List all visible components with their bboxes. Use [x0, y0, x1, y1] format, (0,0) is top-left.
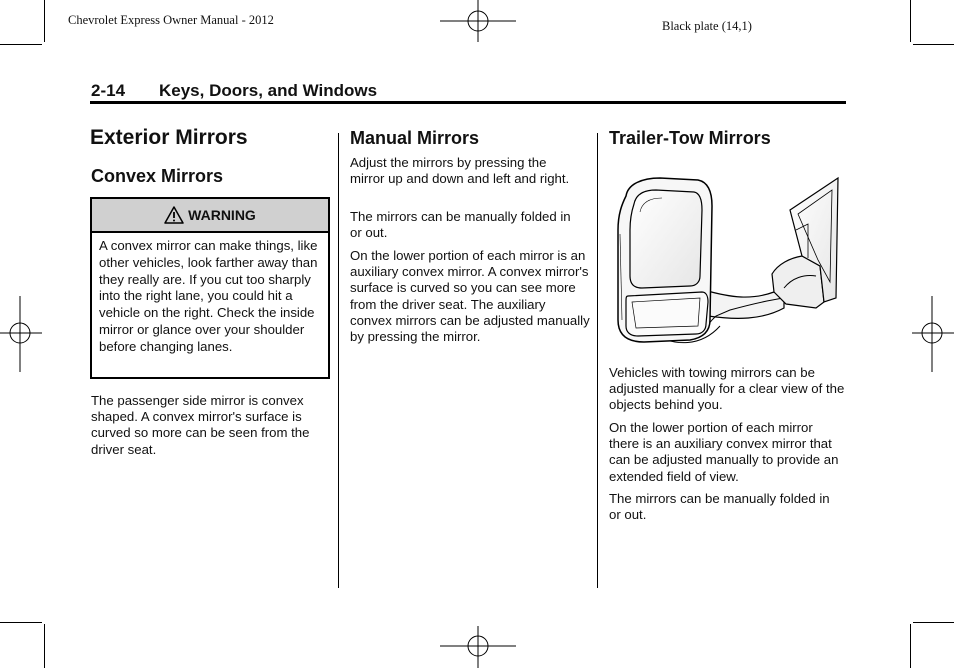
- trailer-tow-paragraph-3: The mirrors can be manually folded in or out.: [609, 491, 830, 523]
- convex-mirror-paragraph: The passenger side mirror is convex shaped. A convex mirror's surface is curved so more can be seen from the driver seat.: [91, 393, 310, 457]
- trailer-tow-mirror-illustration: [612, 170, 842, 356]
- warning-text: A convex mirror can make things, like other vehicles, look farther away than they really are. If you cut too sharply into the right lane, you could hit a vehicle on the right. Check the inside mirror or glance over your shoulder before changing lanes.: [99, 238, 318, 354]
- registration-mark-bottom: [440, 626, 516, 668]
- trailer-tow-paragraph-1: Vehicles with towing mirrors can be adjusted manually for a clear view of the objects behind you.: [609, 365, 845, 413]
- manual-mirrors-paragraph-2: The mirrors can be manually folded in or out.: [350, 209, 571, 241]
- registration-mark-right: [912, 296, 954, 372]
- column-divider-1: [338, 133, 339, 588]
- column-divider-2: [597, 133, 598, 588]
- manual-title: Chevrolet Express Owner Manual - 2012: [68, 13, 274, 27]
- registration-mark-top: [440, 0, 516, 44]
- plate-label: Black plate (14,1): [662, 19, 752, 33]
- manual-mirrors-paragraph-3: On the lower portion of each mirror is an auxiliary convex mirror. A convex mirror's surface is curved so you can see more from the driver seat. The auxiliary convex mirrors can be adjusted manually by pressing the mirror.: [350, 248, 590, 345]
- warning-label: WARNING: [188, 207, 256, 223]
- trailer-tow-paragraph-2: On the lower portion of each mirror there is an auxiliary convex mirror that can be adjusted manually to provide an extended field of view.: [609, 420, 839, 484]
- warning-triangle-icon: [164, 206, 184, 224]
- section-title: Keys, Doors, and Windows: [159, 81, 378, 100]
- section-rule: [90, 101, 846, 104]
- convex-mirrors-heading: Convex Mirrors: [91, 166, 224, 186]
- section-heading: [91, 81, 377, 101]
- registration-mark-left: [0, 296, 42, 372]
- page-number: 2-14: [91, 81, 126, 100]
- trailer-tow-mirrors-heading: Trailer-Tow Mirrors: [609, 128, 771, 148]
- warning-box: [90, 197, 330, 379]
- manual-mirrors-heading: Manual Mirrors: [350, 128, 480, 148]
- page-title: Exterior Mirrors: [90, 126, 248, 149]
- warning-header: [92, 199, 328, 233]
- manual-mirrors-paragraph-1: Adjust the mirrors by pressing the mirror up and down and left and right.: [350, 155, 570, 187]
